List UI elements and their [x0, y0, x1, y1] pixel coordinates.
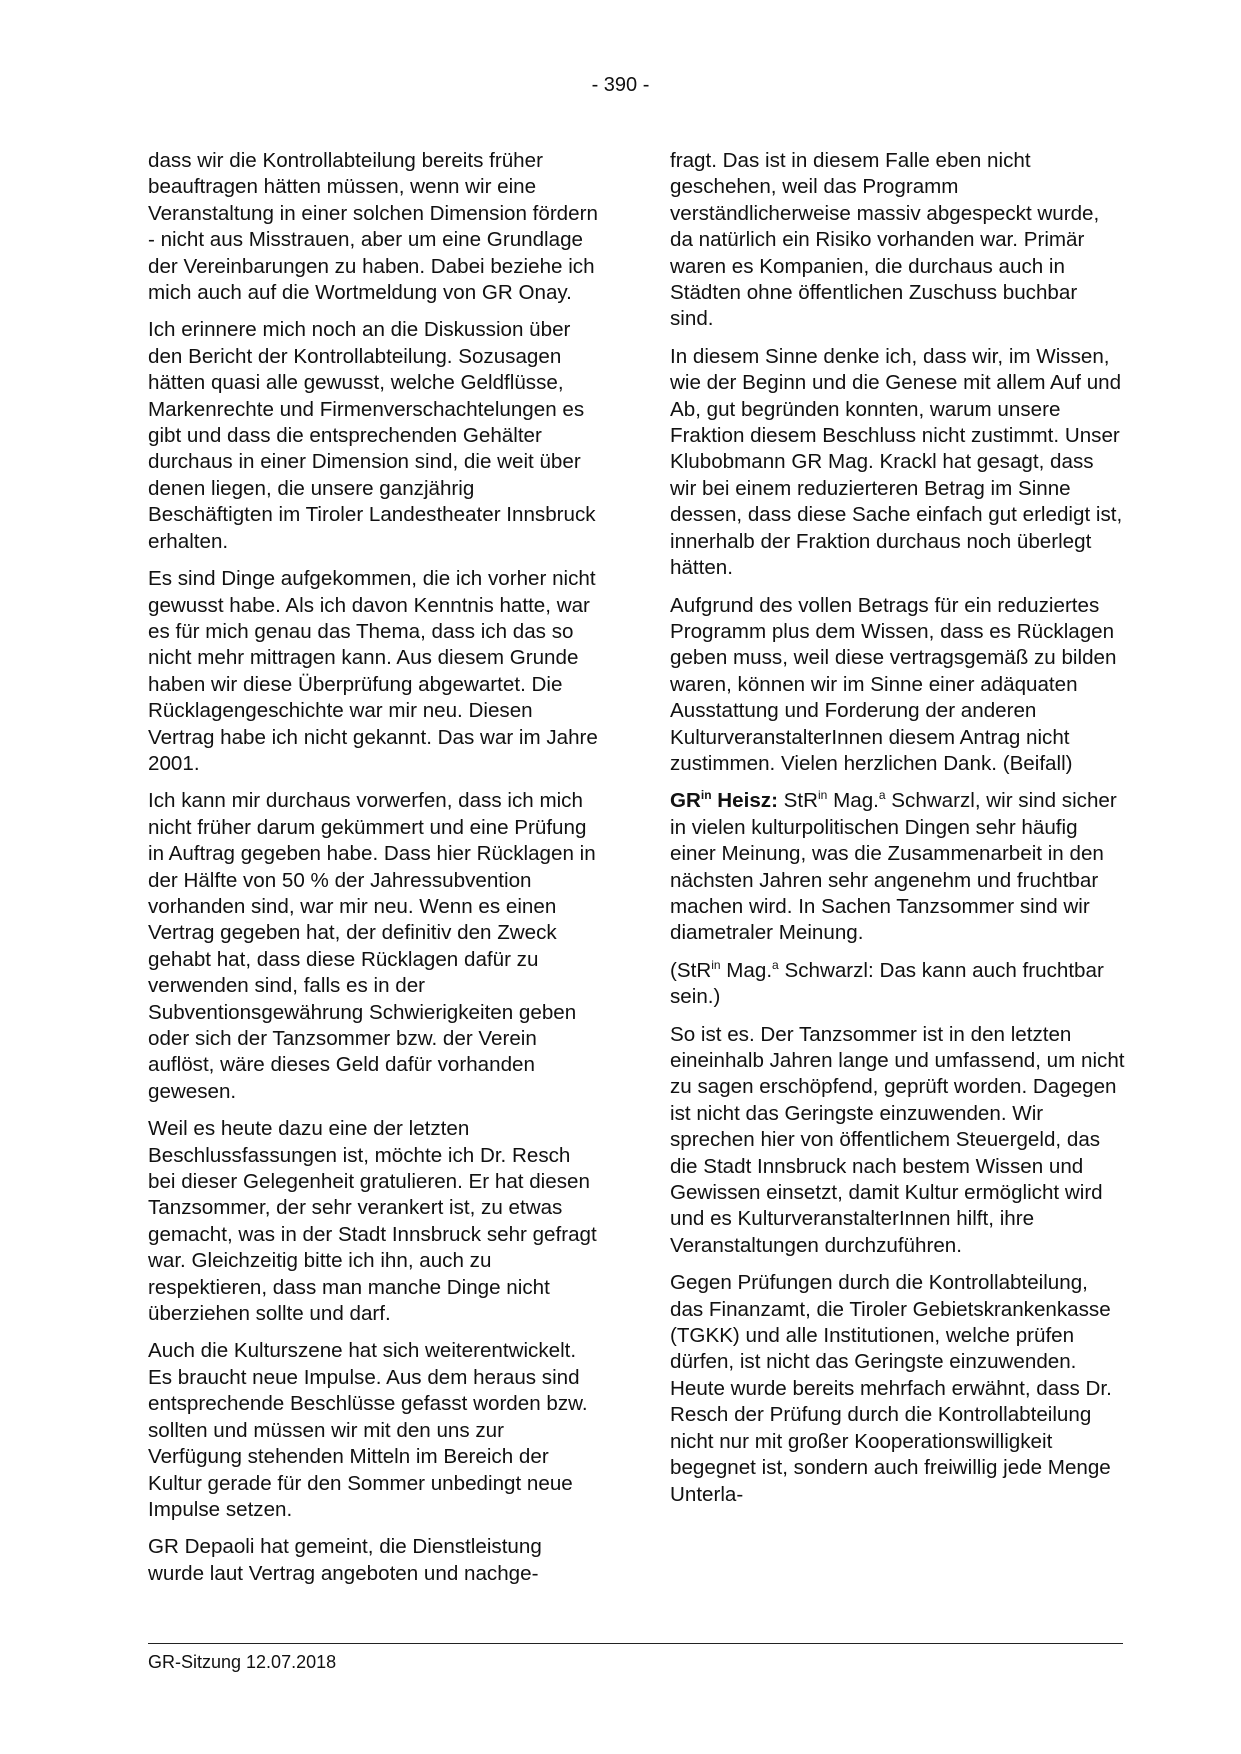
paragraph: dass wir die Kontrollabteilung bereits früher beauftragen hätten müssen, wenn wir eine Veranstaltung in einer solchen Dimension fördern - nicht aus Misstrauen, aber um eine Grundlage der Vereinbarungen zu haben. Dabei beziehe ich mich auch auf die Wortmeldung von GR Onay.: [148, 149, 598, 305]
speaker-title: GR: [670, 789, 701, 813]
addressee-title: StR: [777, 789, 819, 813]
paragraph: In diesem Sinne denke ich, dass wir, im Wissen, wie der Beginn und die Genese mit allem Auf und Ab, gut begründen konnten, warum unsere Fraktion diesem Beschluss nicht zustimmt. Unser Klubobmann GR Mag. Krackl hat gesagt, dass wir bei einem reduzierteren Betrag im Sinne dessen, dass diese Sache einfach gut erledigt ist, innerhalb der Fraktion durchaus noch überlegt hätten.: [670, 344, 1123, 580]
addressee-degree-suffix: a: [878, 788, 886, 803]
paragraph: Auch die Kulturszene hat sich weiterentwickelt. Es braucht neue Impulse. Aus dem heraus sind entsprechende Beschlüsse gefasst worden bzw. sollten und müssen wir mit den uns zur Verfügung stehenden Mitteln im Bereich der Kultur gerade für den Sommer unbedingt neue Impulse setzen.: [148, 1339, 588, 1521]
right-column: [670, 148, 1125, 1519]
interjection: [670, 958, 1125, 1011]
speaker-label: [670, 789, 778, 812]
addressee-title-suffix: in: [818, 788, 828, 803]
speech-text: Schwarzl, wir sind sicher in vielen kulturpolitischen Dingen sehr häufig einer Meinung, was die Zusammenarbeit in den nächsten Jahren sehr angenehm und fruchtbar machen wird. In Sachen Tanzsommer sind wir diametraler Meinung.: [670, 789, 1117, 945]
paragraph: fragt. Das ist in diesem Falle eben nicht geschehen, weil das Programm verständlicherweise massiv abgespeckt wurde, da natürlich ein Risiko vorhanden war. Primär waren es Kompanien, die durchaus auch in Städten ohne öffentlichen Zuschuss buchbar sind.: [670, 149, 1100, 331]
paragraph: Weil es heute dazu eine der letzten Beschlussfassungen ist, möchte ich Dr. Resch bei dieser Gelegenheit gratulieren. Er hat diesen Tanzsommer, der sehr verankert ist, zu etwas gemacht, was in der Stadt Innsbruck sehr gefragt war. Gleichzeitig bitte ich ihn, auch zu respektieren, dass man manche Dinge nicht überziehen sollte und darf.: [148, 1117, 597, 1326]
interjection-text: Schwarzl: Das kann auch fruchtbar sein.): [670, 958, 1104, 1009]
paragraph: Ich erinnere mich noch an die Diskussion über den Bericht der Kontrollabteilung. Sozusagen hätten quasi alle gewusst, welche Geldflüsse, Markenrechte und Firmenverschachtelungen es gibt und dass die entsprechenden Gehälter durchaus in einer Dimension sind, die weit über denen liegen, die unsere ganzjährig Beschäftigten im Tiroler Landestheater Innsbruck erhalten.: [148, 318, 596, 553]
paragraph: Gegen Prüfungen durch die Kontrollabteilung, das Finanzamt, die Tiroler Gebietskrankenkasse (TGKK) und alle Institutionen, welche prüfen dürfen, ist nicht das Geringste einzuwenden. Heute wurde bereits mehrfach erwähnt, dass Dr. Resch der Prüfung durch die Kontrollabteilung nicht nur mit großer Kooperationswilligkeit begegnet ist, sondern auch freiwillig jede Menge Unterla-: [670, 1271, 1112, 1506]
page-number: - 390 -: [591, 74, 650, 96]
addressee-degree: Mag.: [827, 789, 879, 813]
left-column: [148, 148, 603, 1598]
paragraph: So ist es. Der Tanzsommer ist in den letzten eineinhalb Jahren lange und umfassend, um nicht zu sagen erschöpfend, geprüft worden. Dagegen ist nicht das Geringste einzuwenden. Wir sprechen hier von öffentlichem Steuergeld, das die Stadt Innsbruck nach bestem Wissen und Gewissen einsetzt, damit Kultur ermöglicht wird und es KulturveranstalterInnen hilft, ihre Veranstaltungen durchzuführen.: [670, 1022, 1125, 1257]
footer-divider: [148, 1643, 1123, 1644]
interjection-title-suffix: in: [711, 957, 721, 972]
paragraph: Aufgrund des vollen Betrags für ein reduziertes Programm plus dem Wissen, dass es Rücklagen geben muss, weil diese vertragsgemäß zu bilden waren, können wir im Sinne einer adäquaten Ausstattung und Forderung der anderen KulturveranstalterInnen diesem Antrag nicht zustimmen. Vielen herzlichen Dank. (Beifall): [670, 593, 1117, 775]
speech-paragraph: [670, 788, 1125, 946]
footer: GR-Sitzung 12.07.2018: [148, 1652, 337, 1672]
paragraph: Es sind Dinge aufgekommen, die ich vorher nicht gewusst habe. Als ich davon Kenntnis hatte, war es für mich genau das Thema, dass ich das so nicht mehr mittragen kann. Aus diesem Grunde haben wir diese Überprüfung abgewartet. Die Rücklagengeschichte war mir neu. Diesen Vertrag habe ich nicht gekannt. Das war im Jahre 2001.: [148, 567, 598, 775]
speaker-name: Heisz:: [711, 789, 778, 813]
speaker-title-suffix: in: [700, 788, 712, 803]
paragraph: GR Depaoli hat gemeint, die Dienstleistung wurde laut Vertrag angeboten und nachge-: [148, 1535, 542, 1585]
interjection-degree-suffix: a: [772, 957, 779, 972]
paragraph: Ich kann mir durchaus vorwerfen, dass ich mich nicht früher darum gekümmert und eine Prüfung in Auftrag gegeben habe. Dass hier Rücklagen in der Hälfte von 50 % der Jahressubvention vorhanden sind, war mir neu. Wenn es einen Vertrag gegeben hat, der definitiv den Zweck gehabt hat, dass diese Rücklagen dafür zu verwenden sind, falls es in der Subventionsgewährung Schwierigkeiten geben oder sich der Tanzsommer bzw. der Verein auflöst, wäre dieses Geld dafür vorhanden gewesen.: [148, 789, 596, 1103]
interjection-open: (StR: [670, 958, 712, 982]
interjection-degree: Mag.: [720, 958, 773, 982]
